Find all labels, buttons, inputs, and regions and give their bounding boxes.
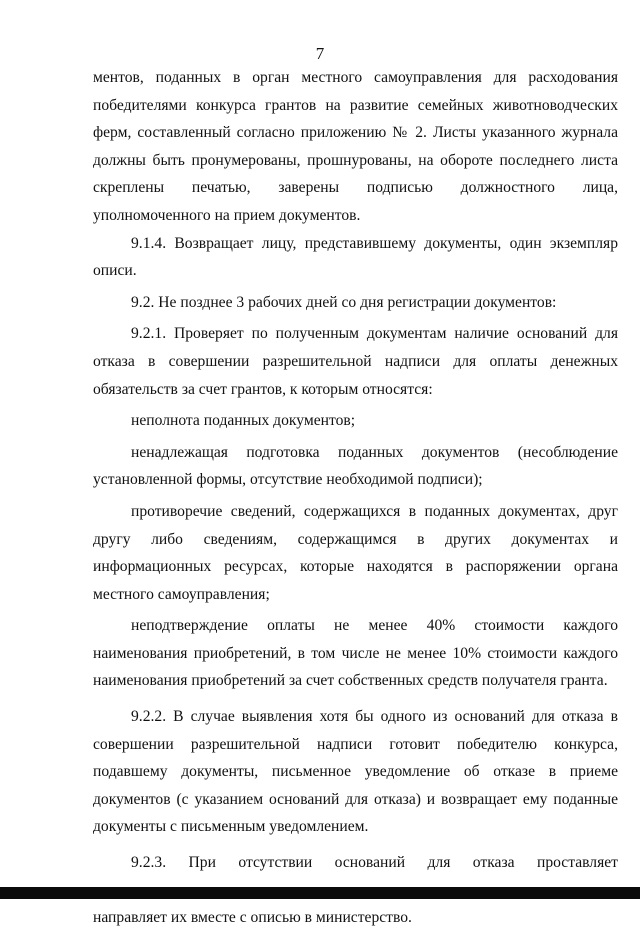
- paragraph-9-2-3: 9.2.3. При отсутствии оснований для отказа проставляет направляет их вместе с описью в министерство.: [93, 854, 618, 927]
- paragraph-9-2-2: 9.2.2. В случае выявления хотя бы одного из оснований для отказа в совершении разрешительной надписи готовит победителю конкурса, подавшему документы, письменное уведомление об отказе в приеме документов (с указанием оснований для отказа) и возвращает ему поданные документы с письменным уведомлением.: [93, 708, 618, 836]
- paragraph-continuation: ментов, поданных в орган местного самоуправления для расходования победителями конкурса грантов на развитие семейных животноводческих ферм, составленный согласно приложению № 2. Листы указанного журнала должны быть пронумерованы, прошнурованы, на обороте последнего листа скреплены печатью, заверены подписью должностного лица, уполномоченного на прием документов.: [93, 69, 618, 224]
- paragraph-9-1-4: 9.1.4. Возвращает лицу, представившему документы, один экземпляр описи.: [93, 234, 618, 280]
- document-body: [93, 64, 618, 932]
- paragraph-9-2-1: 9.2.1. Проверяет по полученным документам наличие оснований для отказа в совершении разрешительной надписи для оплаты денежных обязательств за счет грантов, к которым относятся:: [93, 325, 618, 398]
- page-number: 7: [315, 44, 325, 63]
- list-item-payment-not-confirmed: неподтверждение оплаты не менее 40% стоимости каждого наименования приобретений, в том числе не менее 10% стоимости каждого наименования приобретений за счет собственных средств получателя гранта.: [93, 617, 618, 690]
- list-item-incomplete-documents: неполнота поданных документов;: [131, 412, 356, 430]
- scan-edge-bar: [0, 887, 640, 899]
- list-item-improper-preparation: ненадлежащая подготовка поданных документов (несоблюдение установленной формы, отсутствие необходимой подписи);: [93, 443, 618, 489]
- list-item-contradiction: противоречие сведений, содержащихся в поданных документах, друг другу либо сведениям, содержащимся в других документах и информационных ресурсах, которые находятся в распоряжении органа местного самоуправления;: [93, 502, 618, 603]
- paragraph-9-2: 9.2. Не позднее 3 рабочих дней со дня регистрации документов:: [131, 293, 557, 311]
